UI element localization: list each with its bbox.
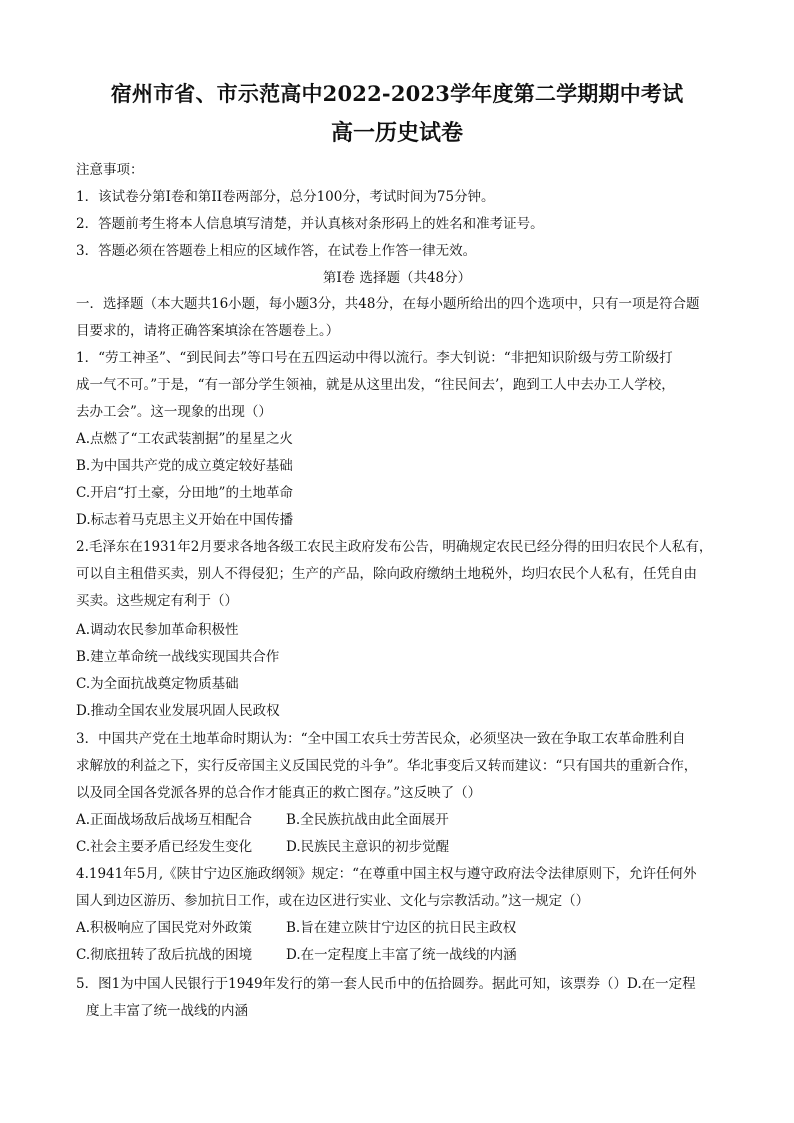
question-3-options-row [76,811,726,829]
exam-title: 宿州市省、市示范高中2022-2023学年度第二学期期中考试 [110,81,684,106]
question-3-option-d: D.民族民主意识的初步觉醒 [286,839,450,855]
question-3-option-b: B.全民族抗战由此全面展开 [286,812,449,828]
question-2-text: 可以自主租借买卖，别人不得侵犯；生产的产品，除向政府缴纳土地税外，均归农民个人私有，任凭自由 [76,566,697,582]
notice-item: 1．该试卷分第I卷和第II卷两部分，总分100分，考试时间为75分钟。 [76,189,495,205]
question-4-option-b: B.旨在建立陕甘宁边区的抗日民主政权 [286,920,517,936]
question-4-option-a: A.积极响应了国民党对外政策 [76,920,253,936]
question-1-text: 去办工会”。这一现象的出现（） [76,404,272,420]
section-intro: 一．选择题（本大题共16小题，每小题3分，共48分，在每小题所给出的四个选项中，只有一项是符合题 [76,296,700,312]
question-4-options-row [76,946,726,964]
question-1-text: 1．“劳工神圣”、“到民间去”等口号在五四运动中得以流行。李大钊说：“非把知识阶级与劳工阶级打 [76,350,673,366]
question-3-text: 以及同全国各党派各界的总合作才能真正的救亡图存。”这反映了（） [76,785,482,801]
question-4-text: 国人到边区游历、参加抗日工作，或在边区进行实业、文化与宗教活动。”这一规定（） [76,893,590,909]
question-3-options-row [76,838,726,856]
question-3-text: 3．中国共产党在土地革命时期认为：“全中国工农兵士劳苦民众，必须坚决一致在争取工农革命胜利自 [76,731,686,747]
question-1-option-a: A.点燃了“工农武装割据”的星星之火 [76,431,293,447]
section-intro: 目要求的，请将正确答案填涂在答题卷上。） [76,323,340,339]
question-4-option-d: D.在一定程度上丰富了统一战线的内涵 [286,947,517,963]
question-5-text: 5．图1为中国人民银行于1949年发行的第一套人民币中的伍拾圆券。据此可知，该票券（）D.在一定程 [76,976,696,992]
question-2-option-d: D.推动全国农业发展巩固人民政权 [76,703,280,719]
section-title: 第I卷 选择题（共48分） [322,270,472,286]
question-2-text: 买卖。这些规定有利于（） [76,593,238,609]
question-3-option-a: A.正面战场敌后战场互相配合 [76,812,253,828]
question-3-option-c: C.社会主要矛盾已经发生变化 [76,839,253,855]
question-3-text: 求解放的利益之下，实行反帝国主义反国民党的斗争”。华北事变后又转而建议：“只有国共的重新合作， [76,758,698,774]
question-2-option-b: B.建立革命统一战线实现国共合作 [76,649,280,665]
question-4-text: 4.1941年5月,《陕甘宁边区施政纲领》规定：“在尊重中国主权与遵守政府法令法律原则下，允许任何外 [76,866,697,882]
question-4-option-c: C.彻底扭转了敌后抗战的困境 [76,947,253,963]
question-2-option-a: A.调动农民参加革命积极性 [76,622,239,638]
question-1-text: 成一气不可。”于是，“有一部分学生领袖，就是从这里出发，“往民间去’，跑到工人中去办工人学校， [76,377,675,393]
question-5-text: 度上丰富了统一战线的内涵 [86,1003,248,1019]
question-2-option-c: C.为全面抗战奠定物质基础 [76,676,239,692]
question-1-option-c: C.开启“打土豪，分田地”的土地革命 [76,485,293,501]
notice-item: 2．答题前考生将本人信息填写清楚，并认真核对条形码上的姓名和准考证号。 [76,216,544,232]
notice-heading: 注意事项： [76,162,144,178]
question-1-option-d: D.标志着马克思主义开始在中国传播 [76,512,294,528]
question-2-text: 2.毛泽东在1931年2月要求各地各级工农民主政府发布公告，明确规定农民已经分得的田归农民个人私有， [76,539,713,555]
question-1-option-b: B.为中国共产党的成立奠定较好基础 [76,458,293,474]
notice-item: 3．答题必须在答题卷上相应的区域作答，在试卷上作答一律无效。 [76,243,477,259]
question-4-options-row [76,919,726,937]
exam-subtitle: 高一历史试卷 [330,120,463,146]
